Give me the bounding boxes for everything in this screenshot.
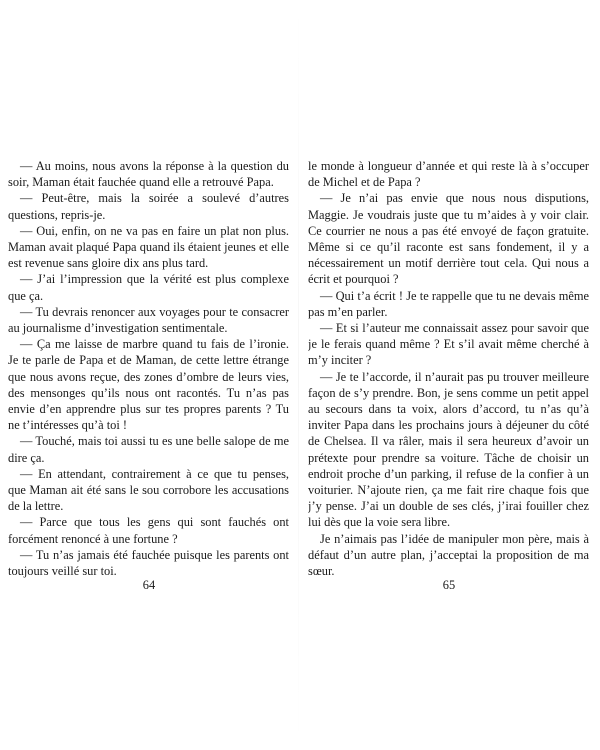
right-page-text [308, 158, 589, 578]
paragraph: — Qui t’a écrit ! Je te rappelle que tu ne devais même pas m’en parler. [308, 288, 589, 319]
book-gutter [298, 0, 299, 750]
paragraph: — Je te l’accorde, il n’aurait pas pu trouver meilleure façon de s’y prendre. Bon, je sens comme un petit appel au secours dans ta voix, alors d’accord, tu n’as qu’à inviter Papa dans les prochains jours à déjeuner du côté de Chelsea. Il va râler, mais il sera heureux d’avoir un prétexte pour prendre sa voiture. Tâche de choisir un endroit proche d’un parking, il refuse de la confier à un voiturier. N’ajoute rien, ça me fait rire chaque fois que j’y pense. J’ai un double de ses clés, j’irai fouiller chez lui dès que la voie sera libre. [308, 369, 589, 530]
paragraph: — Au moins, nous avons la réponse à la question du soir, Maman était fauchée quand elle a retrouvé Papa. [8, 159, 289, 190]
paragraph: — Tu n’as jamais été fauchée puisque les parents ont toujours veillé sur toi. [8, 547, 289, 578]
paragraph: — Peut-être, mais la soirée a soulevé d’autres questions, repris-je. [8, 191, 289, 222]
paragraph: — J’ai l’impression que la vérité est plus complexe que ça. [8, 272, 289, 303]
paragraph: — Oui, enfin, on ne va pas en faire un plat non plus. Maman avait plaqué Papa quand ils étaient jeunes et elle est revenue sans gloire dix ans plus tard. [8, 223, 289, 271]
paragraph: le monde à longueur d’année et qui reste là à s’occuper de Michel et de Papa ? [308, 159, 589, 190]
left-page-number: 64 [142, 578, 156, 592]
right-page-number: 65 [442, 578, 456, 592]
paragraph: Je n’aimais pas l’idée de manipuler mon père, mais à défaut d’un autre plan, j’acceptai la proposition de ma sœur. [308, 531, 589, 578]
paragraph: — Tu devrais renoncer aux voyages pour te consacrer au journalisme d’investigation sentimentale. [8, 304, 289, 336]
paragraph: — Et si l’auteur me connaissait assez pour savoir que je le ferais quand même ? Et s’il avait même cherché à m’y inciter ? [308, 321, 589, 368]
paragraph: — Ça me laisse de marbre quand tu fais de l’ironie. Je te parle de Papa et de Maman, de cette lettre étrange que nous avons reçue, des zones d’ombre de leurs vies, des mensonges qu’ils nous ont racontés. Tu n’as pas envie d’en apprendre plus sur tes propres parents ? Tu ne t’intéresses qu’à toi ! [8, 337, 289, 433]
paragraph: — En attendant, contrairement à ce que tu penses, que Maman ait été sans le sou corrobore les accusations de la lettre. [8, 466, 289, 514]
paragraph: — Je n’ai pas envie que nous nous disputions, Maggie. Je voudrais juste que tu m’aides à y voir clair. Ce courrier ne nous a pas été envoyé de façon gratuite. Même si ce qu’il raconte est sans fondement, il y a nécessairement un motif derrière tout cela. Qui nous a écrit et pourquoi ? [308, 191, 589, 287]
paragraph: — Touché, mais toi aussi tu es une belle salope de me dire ça. [8, 434, 289, 465]
left-page-text [8, 158, 289, 578]
paragraph: — Parce que tous les gens qui sont fauchés ont forcément renoncé à une fortune ? [8, 515, 289, 546]
